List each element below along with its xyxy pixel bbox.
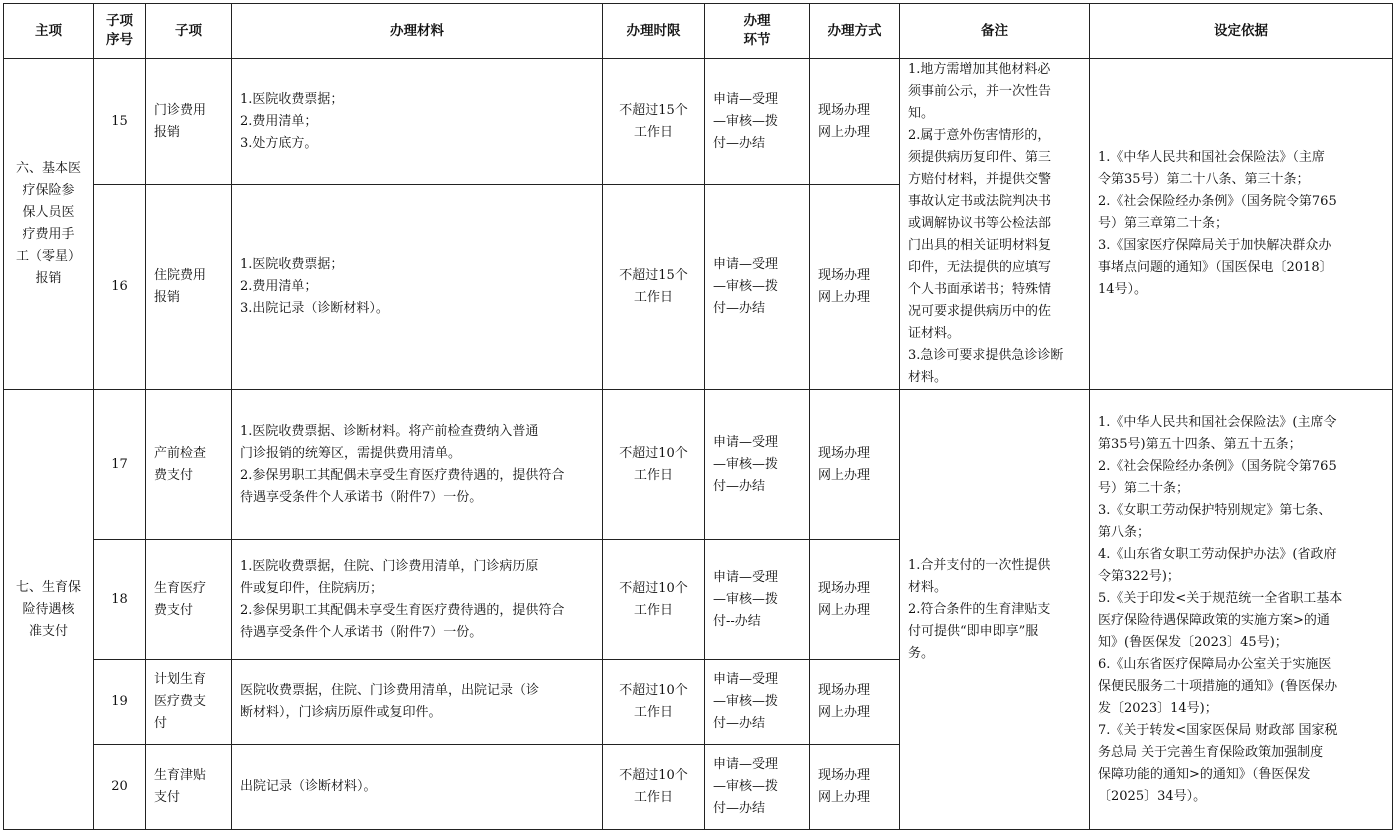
cell-line: 工作日: [633, 467, 673, 483]
materials-cell: [232, 540, 603, 660]
main-item-cell: [4, 390, 94, 830]
cell-line: 知》(鲁医保发〔2023〕45号)；: [1098, 634, 1288, 650]
sub-no-cell: 19: [94, 660, 146, 745]
cell-line: 生育医疗: [154, 580, 207, 596]
header-sub-no: 子项 序号: [94, 4, 146, 59]
cell-line: 不超过15个: [619, 268, 688, 284]
basis-cell: [1090, 390, 1393, 830]
cell-line: 生育津贴: [154, 768, 207, 783]
cell-line: 网上办理: [818, 124, 871, 140]
cell-line: 3.急诊可要求提供急诊诊断: [908, 348, 1064, 363]
sub-no-cell: 15: [94, 59, 146, 185]
cell-line: —审核—拨: [713, 456, 779, 472]
materials-cell: [232, 185, 603, 390]
cell-line: 现场办理: [818, 102, 871, 118]
time-limit-cell: [603, 660, 705, 745]
header-basis: 设定依据: [1090, 4, 1393, 59]
cell-line: 保障功能的通知>的通知》（鲁医保发: [1098, 766, 1311, 782]
time-limit-cell: [603, 185, 705, 390]
cell-line: 费支付: [154, 602, 194, 618]
cell-line: 申请—受理: [713, 757, 779, 772]
cell-line: 申请—受理: [713, 569, 779, 585]
cell-line: 不超过10个: [619, 768, 688, 783]
method-cell: [810, 660, 900, 745]
cell-line: 5.《关于印发<关于规范统一全省职工基本: [1098, 590, 1343, 606]
cell-line: —审核—拨: [713, 279, 779, 295]
cell-line: 申请—受理: [713, 257, 779, 273]
cell-line: 况可要求提供病历中的佐: [908, 304, 1052, 319]
cell-line: 报销: [35, 271, 62, 286]
materials-cell: [232, 59, 603, 185]
cell-line: 付: [154, 716, 168, 731]
cell-line: 3.出院记录（诊断材料）。: [240, 301, 389, 317]
cell-line: 工作日: [633, 790, 673, 805]
materials-cell: [232, 745, 603, 830]
cell-line: 证材料。: [908, 326, 961, 341]
process-cell: [705, 390, 810, 540]
header-process: 办理 环节: [705, 4, 810, 59]
cell-line: 待遇享受条件个人承诺书（附件7）一份。: [240, 489, 483, 505]
cell-line: 保便民服务二十项措施的通知》(鲁医保办: [1098, 678, 1338, 694]
sub-item-cell: [146, 185, 232, 390]
table-row: [4, 59, 1393, 185]
cell-line: 2.《社会保险经办条例》（国务院令第765: [1098, 194, 1337, 209]
cell-line: 疗保险参: [22, 183, 75, 198]
cell-line: 2.参保男职工其配偶未享受生育医疗费待遇的，提供符合: [240, 467, 565, 483]
header-materials: 办理材料: [232, 4, 603, 59]
process-cell: [705, 745, 810, 830]
cell-line: 现场办理: [818, 268, 871, 284]
cell-line: 门诊报销的统筹区，需提供费用清单。: [240, 445, 462, 461]
process-cell: [705, 185, 810, 390]
cell-line: 1.医院收费票据、诊断材料。将产前检查费纳入普通: [240, 423, 539, 439]
cell-line: 支付: [154, 790, 181, 805]
header-main-item: 主项: [4, 4, 94, 59]
cell-line: 付—办结: [713, 801, 766, 816]
cell-line: 件或复印件，住院病历；: [240, 580, 384, 596]
sub-item-cell: [146, 390, 232, 540]
cell-line: 网上办理: [818, 602, 871, 618]
cell-line: 不超过10个: [619, 580, 688, 596]
process-cell: [705, 540, 810, 660]
method-cell: [810, 540, 900, 660]
cell-line: 2.参保男职工其配偶未享受生育医疗费待遇的，提供符合: [240, 602, 565, 618]
cell-line: 3.《女职工劳动保护特别规定》第七条、: [1098, 502, 1332, 518]
cell-line: 个人书面承诺书；特殊情: [908, 282, 1052, 297]
header-time-limit: 办理时限: [603, 4, 705, 59]
cell-line: —审核—拨: [713, 113, 779, 129]
materials-cell: [232, 390, 603, 540]
cell-line: 六、基本医: [15, 161, 81, 176]
cell-line: 工（零星）: [15, 249, 81, 264]
time-limit-cell: [603, 390, 705, 540]
cell-line: 事堵点问题的通知》（国医保电〔2018〕: [1098, 260, 1333, 275]
cell-line: 产前检查: [154, 445, 207, 461]
cell-line: 准支付: [28, 623, 68, 639]
cell-line: 材料。: [908, 579, 948, 595]
time-limit-cell: [603, 540, 705, 660]
cell-line: 第八条；: [1098, 524, 1151, 540]
cell-line: 付可提供“即申即享”服: [908, 623, 1039, 639]
cell-line: 付—办结: [713, 478, 766, 494]
sub-item-cell: [146, 540, 232, 660]
sub-no-cell: 18: [94, 540, 146, 660]
cell-line: 6.《山东省医疗保障局办公室关于实施医: [1098, 656, 1332, 672]
service-table: [3, 3, 1393, 830]
cell-line: 事故认定书或法院判决书: [908, 194, 1052, 209]
sub-no-cell: 20: [94, 745, 146, 830]
cell-line: 务。: [908, 645, 935, 661]
sub-item-cell: [146, 660, 232, 745]
cell-line: 费支付: [154, 467, 194, 483]
cell-line: 网上办理: [818, 290, 871, 306]
cell-line: 1.医院收费票据；: [240, 91, 344, 107]
cell-line: —审核—拨: [713, 779, 779, 794]
cell-line: 2.费用清单；: [240, 113, 318, 129]
method-cell: [810, 745, 900, 830]
cell-line: 号）第三章第二十条；: [1098, 216, 1229, 231]
cell-line: 发〔2023〕14号)；: [1098, 700, 1218, 716]
cell-line: 门诊费用: [154, 102, 207, 118]
cell-line: 现场办理: [818, 580, 871, 596]
cell-line: —审核—拨: [713, 591, 779, 607]
cell-line: 1.医院收费票据，住院、门诊费用清单，门诊病历原: [240, 558, 539, 574]
cell-line: 3.处方底方。: [240, 135, 318, 151]
cell-line: 计划生育: [154, 672, 207, 687]
cell-line: 报销: [154, 124, 181, 140]
remarks-cell: [900, 59, 1090, 390]
remarks-cell: [900, 390, 1090, 830]
cell-line: 2.符合条件的生育津贴支: [908, 601, 1051, 617]
cell-line: 材料。: [908, 370, 948, 385]
process-cell: [705, 59, 810, 185]
cell-line: 断材料），门诊病历原件或复印件。: [240, 705, 442, 720]
method-cell: [810, 185, 900, 390]
cell-line: 不超过15个: [619, 102, 688, 118]
basis-cell: [1090, 59, 1393, 390]
cell-line: 申请—受理: [713, 91, 779, 107]
method-cell: [810, 59, 900, 185]
cell-line: 付—办结: [713, 135, 766, 151]
sub-item-cell: [146, 745, 232, 830]
cell-line: 须事前公示，并一次性告: [908, 84, 1052, 99]
cell-line: 号）第二十条；: [1098, 480, 1190, 496]
cell-line: 2.费用清单；: [240, 279, 318, 295]
cell-line: 医院收费票据，住院、门诊费用清单，出院记录（诊: [240, 683, 540, 698]
cell-line: 或调解协议书等公检法部: [908, 216, 1052, 231]
cell-line: 14号）。: [1098, 282, 1148, 297]
cell-line: 工作日: [633, 602, 673, 618]
cell-line: 1.《中华人民共和国社会保险法》（主席: [1098, 150, 1325, 165]
cell-line: 1.地方需增加其他材料必: [908, 62, 1051, 77]
cell-line: 报销: [154, 290, 181, 306]
header-remarks: 备注: [900, 4, 1090, 59]
header-method: 办理方式: [810, 4, 900, 59]
cell-line: 须提供病历复印件、第三: [908, 150, 1052, 165]
cell-line: 险待遇核: [22, 601, 75, 617]
materials-cell: [232, 660, 603, 745]
cell-line: 7.《关于转发<国家医保局 财政部 国家税: [1098, 722, 1338, 738]
cell-line: —审核—拨: [713, 694, 779, 709]
cell-line: 1.合并支付的一次性提供: [908, 557, 1051, 573]
table-row: [4, 390, 1393, 540]
cell-line: 付—办结: [713, 301, 766, 317]
cell-line: 现场办理: [818, 768, 871, 783]
process-cell: [705, 660, 810, 745]
time-limit-cell: [603, 59, 705, 185]
cell-line: 工作日: [633, 705, 673, 720]
cell-line: 现场办理: [818, 445, 871, 461]
cell-line: 不超过10个: [619, 683, 688, 698]
cell-line: 2.属于意外伤害情形的，: [908, 128, 1051, 143]
cell-line: 第35号)第五十四条、第五十五条；: [1098, 436, 1302, 452]
method-cell: [810, 390, 900, 540]
cell-line: 网上办理: [818, 467, 871, 483]
cell-line: 1.《中华人民共和国社会保险法》(主席令: [1098, 414, 1337, 430]
cell-line: 令第35号）第二十八条、第三十条；: [1098, 172, 1310, 187]
cell-line: 医疗保险待遇保障政策的实施方案>的通: [1098, 612, 1330, 628]
sub-item-cell: [146, 59, 232, 185]
sub-no-cell: 16: [94, 185, 146, 390]
cell-line: 方赔付材料，并提供交警: [908, 172, 1052, 187]
sub-no-cell: 17: [94, 390, 146, 540]
main-item-cell: [4, 59, 94, 390]
cell-line: 现场办理: [818, 683, 871, 698]
table-header-row: [4, 4, 1393, 59]
cell-line: 付--办结: [713, 613, 761, 629]
cell-line: 〔2025〕34号）。: [1098, 788, 1207, 804]
cell-line: 门出具的相关证明材料复: [908, 238, 1052, 253]
cell-line: 令第322号)；: [1098, 568, 1180, 584]
cell-line: 知。: [908, 106, 935, 121]
cell-line: 网上办理: [818, 705, 871, 720]
cell-line: 务总局 关于完善生育保险政策加强制度: [1098, 744, 1324, 760]
cell-line: 网上办理: [818, 790, 871, 805]
cell-line: 七、生育保: [15, 579, 81, 595]
time-limit-cell: [603, 745, 705, 830]
cell-line: 印件，无法提供的应填写: [908, 260, 1052, 275]
cell-line: 工作日: [633, 124, 673, 140]
cell-line: 待遇享受条件个人承诺书（附件7）一份。: [240, 624, 483, 640]
cell-line: 保人员医: [22, 205, 75, 220]
cell-line: 申请—受理: [713, 672, 779, 687]
cell-line: 申请—受理: [713, 434, 779, 450]
cell-line: 医疗费支: [154, 694, 207, 709]
header-sub-item: 子项: [146, 4, 232, 59]
cell-line: 疗费用手: [22, 227, 75, 242]
cell-line: 住院费用: [154, 268, 207, 284]
cell-line: 2.《社会保险经办条例》（国务院令第765: [1098, 458, 1337, 474]
cell-line: 不超过10个: [619, 445, 688, 461]
cell-line: 付—办结: [713, 716, 766, 731]
cell-line: 工作日: [633, 290, 673, 306]
cell-line: 3.《国家医疗保障局关于加快解决群众办: [1098, 238, 1332, 253]
cell-line: 1.医院收费票据；: [240, 257, 344, 273]
cell-line: 出院记录（诊断材料）。: [240, 779, 377, 794]
cell-line: 4.《山东省女职工劳动保护办法》(省政府: [1098, 546, 1337, 562]
